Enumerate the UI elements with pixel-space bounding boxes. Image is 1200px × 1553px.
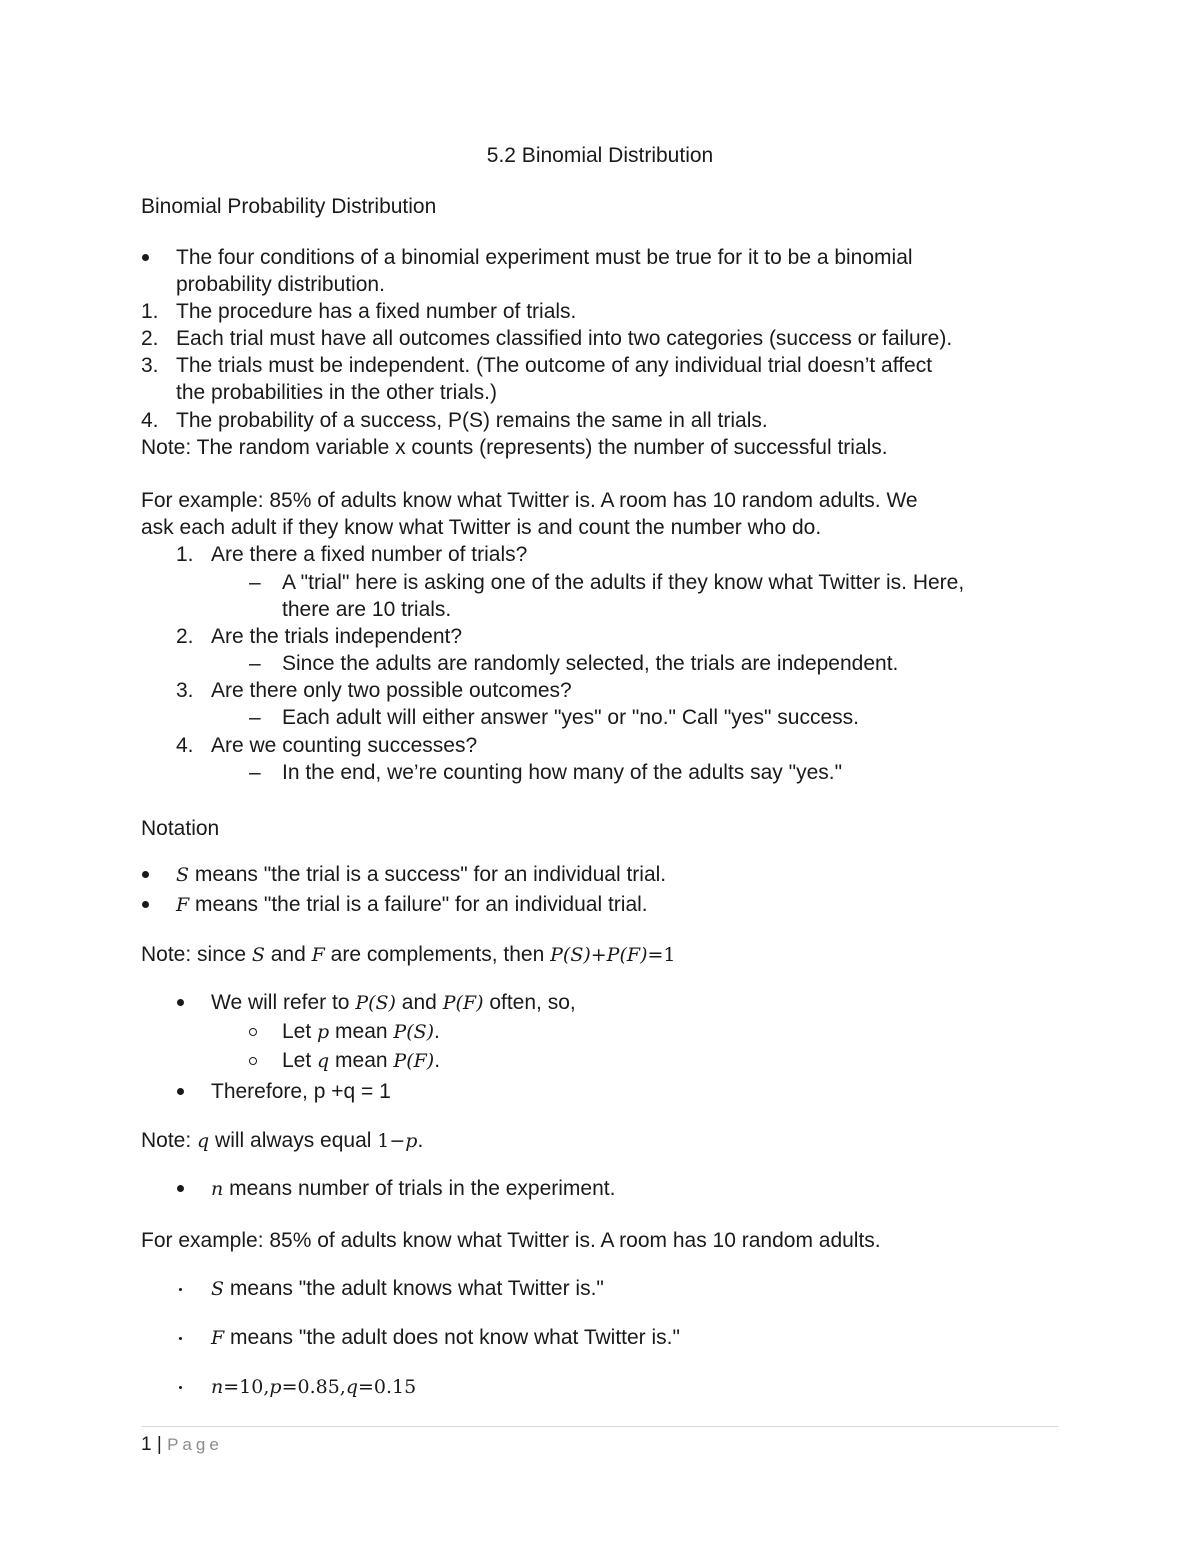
page-label: Page <box>167 1435 223 1454</box>
page-footer: 1 | Page <box>141 1434 223 1455</box>
list-number: 3. <box>141 354 159 377</box>
intro-line: probability distribution. <box>176 273 385 296</box>
example-text: ask each adult if they know what Twitter is and count the number who do. <box>141 516 822 539</box>
note-complements: Note: since S and F are complements, then P(S)+P(F)=1 <box>141 943 676 966</box>
small-bullet-icon <box>179 1337 182 1340</box>
condition-text: The trials must be independent. (The outcome of any individual trial doesn’t affect <box>176 354 933 377</box>
dash-marker: – <box>249 706 261 729</box>
answer-text: Since the adults are randomly selected, the trials are independent. <box>282 652 899 675</box>
question-text: Are we counting successes? <box>211 734 478 757</box>
list-number: 2. <box>141 327 159 350</box>
note-q: Note: q will always equal 1−p. <box>141 1129 424 1152</box>
example-s: S means "the adult knows what Twitter is." <box>211 1277 604 1300</box>
notation-f: F means "the trial is a failure" for an individual trial. <box>176 893 648 916</box>
note-text: Note: The random variable x counts (represents) the number of successful trials. <box>141 436 888 459</box>
bullet-icon <box>142 254 149 261</box>
footer-divider <box>141 1426 1059 1427</box>
let-q-line: Let q mean P(F). <box>282 1049 441 1072</box>
condition-text: The procedure has a fixed number of trials. <box>176 300 577 323</box>
condition-text: Each trial must have all outcomes classified into two categories (success or failure). <box>176 327 953 350</box>
section-heading: Notation <box>141 817 220 840</box>
list-number: 1. <box>141 300 159 323</box>
n-definition: n means number of trials in the experiment. <box>211 1177 616 1200</box>
list-number: 2. <box>176 625 194 648</box>
intro-line: The four conditions of a binomial experiment must be true for it to be a binomial <box>176 246 913 269</box>
answer-text: In the end, we’re counting how many of the adults say "yes." <box>282 761 843 784</box>
example-values: n=10,p=0.85,q=0.15 <box>211 1376 417 1398</box>
example-text: For example: 85% of adults know what Twitter is. A room has 10 random adults. <box>141 1229 881 1252</box>
answer-text: there are 10 trials. <box>282 598 452 621</box>
question-text: Are there only two possible outcomes? <box>211 679 572 702</box>
example-f: F means "the adult does not know what Twitter is." <box>211 1326 680 1349</box>
page-number: 1 <box>141 1434 152 1455</box>
section-heading: Binomial Probability Distribution <box>141 195 437 218</box>
bullet-icon <box>177 1088 184 1095</box>
dash-marker: – <box>249 571 261 594</box>
notation-s: S means "the trial is a success" for an individual trial. <box>176 863 667 886</box>
let-p-line: Let p mean P(S). <box>282 1020 440 1043</box>
circle-bullet-icon <box>249 1028 257 1036</box>
condition-text: The probability of a success, P(S) remains the same in all trials. <box>176 409 768 432</box>
question-text: Are the trials independent? <box>211 625 463 648</box>
list-number: 1. <box>176 543 194 566</box>
therefore-line: Therefore, p +q = 1 <box>211 1080 391 1103</box>
example-text: For example: 85% of adults know what Twitter is. A room has 10 random adults. We <box>141 489 918 512</box>
question-text: Are there a fixed number of trials? <box>211 543 528 566</box>
bullet-icon <box>142 901 149 908</box>
list-number: 4. <box>176 734 194 757</box>
list-number: 3. <box>176 679 194 702</box>
small-bullet-icon <box>179 1386 182 1389</box>
bullet-icon <box>142 871 149 878</box>
answer-text: A "trial" here is asking one of the adults if they know what Twitter is. Here, <box>282 571 965 594</box>
condition-text: the probabilities in the other trials.) <box>176 381 497 404</box>
answer-text: Each adult will either answer "yes" or "no." Call "yes" success. <box>282 706 859 729</box>
dash-marker: – <box>249 761 261 784</box>
refer-line: We will refer to P(S) and P(F) often, so, <box>211 991 576 1014</box>
small-bullet-icon <box>179 1288 182 1291</box>
circle-bullet-icon <box>249 1057 257 1065</box>
dash-marker: – <box>249 652 261 675</box>
list-number: 4. <box>141 409 159 432</box>
bullet-icon <box>177 1185 184 1192</box>
bullet-icon <box>177 999 184 1006</box>
page-title: 5.2 Binomial Distribution <box>486 144 714 167</box>
